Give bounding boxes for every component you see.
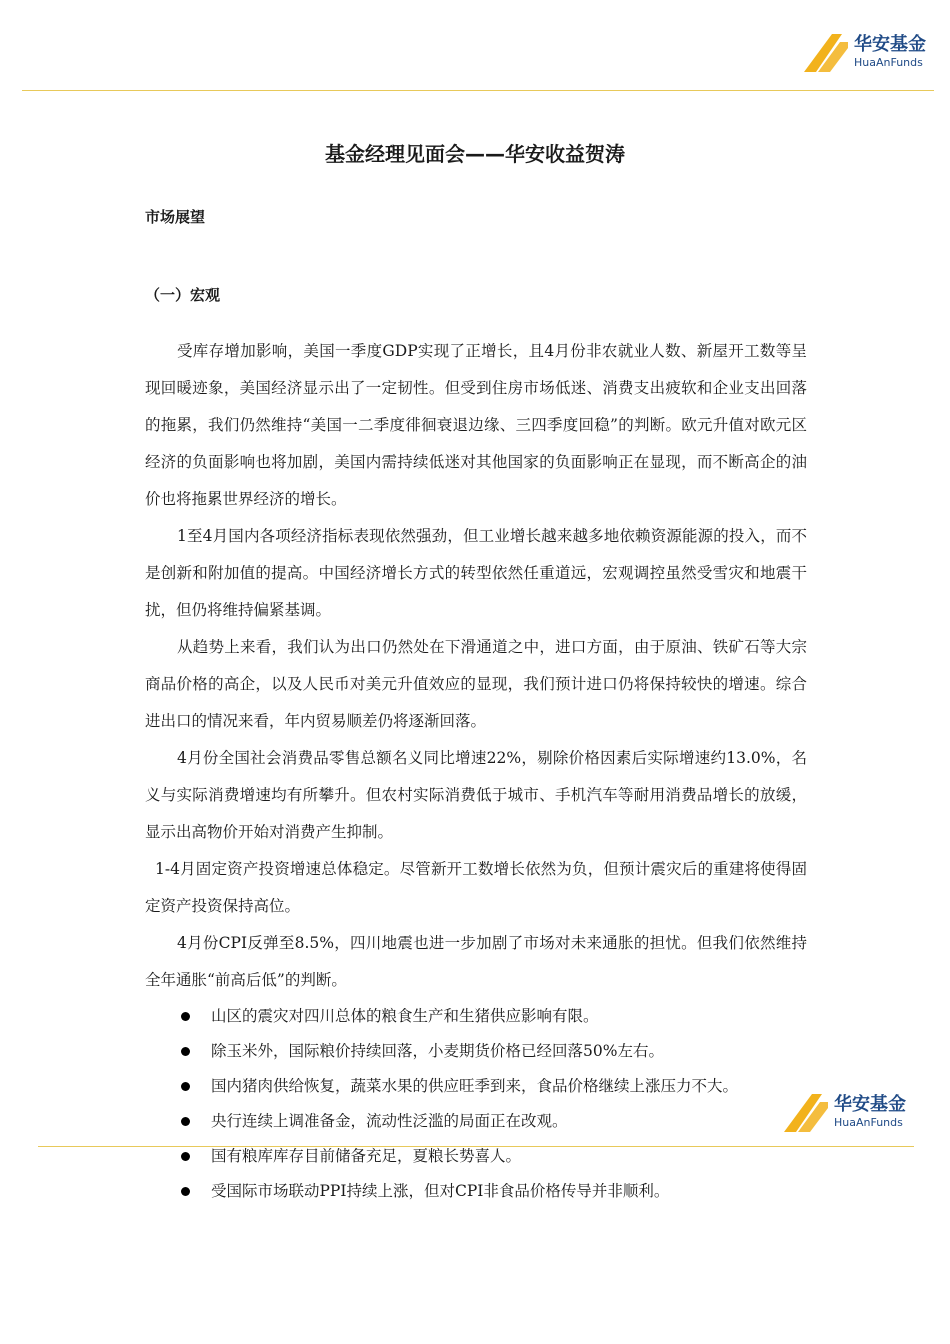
bullet-list (145, 999, 807, 1209)
paragraph: 4月份CPI反弹至8.5%，四川地震也进一步加剧了市场对未来通胀的担忧。但我们依然维持全年通胀“前高后低”的判断。 (145, 934, 807, 989)
list-item (145, 1174, 807, 1209)
list-item (145, 1104, 807, 1139)
document-body (145, 333, 807, 1209)
bullet-icon (181, 1152, 190, 1161)
paragraph: 1至4月国内各项经济指标表现依然强劲，但工业增长越来越多地依赖资源能源的投入，而不是创新和附加值的提高。中国经济增长方式的转型依然任重道远，宏观调控虽然受雪灾和地震干扰，但仍将维持偏紧基调。 (145, 527, 807, 619)
list-item-text: 央行连续上调准备金，流动性泛滥的局面正在改观。 (211, 1112, 568, 1130)
list-item-text: 国内猪肉供给恢复，蔬菜水果的供应旺季到来，食品价格继续上涨压力不大。 (211, 1077, 739, 1095)
logo-english-name: HuaAnFunds (854, 56, 923, 69)
huaan-logo-mark-icon (802, 30, 850, 74)
page-title: 基金经理见面会——华安收益贺涛 (325, 142, 625, 166)
list-item (145, 999, 807, 1034)
list-item-text: 山区的震灾对四川总体的粮食生产和生猪供应影响有限。 (211, 1007, 599, 1025)
paragraph: 受库存增加影响，美国一季度GDP实现了正增长，且4月份非农就业人数、新屋开工数等呈现回暖迹象，美国经济显示出了一定韧性。但受到住房市场低迷、消费支出疲软和企业支出回落的拖累，我们仍然维持“美国一二季度徘徊衰退边缘、三四季度回稳”的判断。欧元升值对欧元区经济的负面影响也将加剧，美国内需持续低迷对其他国家的负面影响正在显现，而不断高企的油价也将拖累世界经济的增长。 (145, 342, 807, 508)
footer-rule (38, 1146, 914, 1147)
paragraph: 4月份全国社会消费品零售总额名义同比增速22%，剔除价格因素后实际增速约13.0%，名义与实际消费增速均有所攀升。但农村实际消费低于城市、手机汽车等耐用消费品增长的放缓，显示出高物价开始对消费产生抑制。 (145, 749, 807, 841)
subsection-heading: （一）宏观 (145, 286, 221, 304)
list-item (145, 1034, 807, 1069)
header-logo (802, 30, 926, 74)
paragraph: 1-4月固定资产投资增速总体稳定。尽管新开工数增长依然为负，但预计震灾后的重建将使得固定资产投资保持高位。 (145, 860, 807, 915)
logo-chinese-name: 华安基金 (854, 34, 926, 55)
bullet-icon (181, 1082, 190, 1091)
huaan-logo-mark-icon (782, 1090, 830, 1134)
section-heading: 市场展望 (145, 208, 206, 226)
paragraph: 从趋势上来看，我们认为出口仍然处在下滑通道之中，进口方面，由于原油、铁矿石等大宗商品价格的高企，以及人民币对美元升值效应的显现，我们预计进口仍将保持较快的增速。综合进出口的情况来看，年内贸易顺差仍将逐渐回落。 (145, 638, 807, 730)
list-item-text: 受国际市场联动PPI持续上涨，但对CPI非食品价格传导并非顺利。 (211, 1182, 670, 1200)
bullet-icon (181, 1187, 190, 1196)
bullet-icon (181, 1047, 190, 1056)
list-item-text: 国有粮库库存目前储备充足，夏粮长势喜人。 (211, 1147, 522, 1165)
list-item-text: 除玉米外，国际粮价持续回落，小麦期货价格已经回落50%左右。 (211, 1042, 664, 1060)
header-rule (22, 90, 934, 91)
list-item (145, 1069, 807, 1104)
logo-english-name: HuaAnFunds (834, 1116, 903, 1129)
bullet-icon (181, 1117, 190, 1126)
logo-chinese-name: 华安基金 (834, 1094, 906, 1115)
bullet-icon (181, 1012, 190, 1021)
list-item (145, 1139, 807, 1174)
footer-logo (782, 1090, 906, 1134)
